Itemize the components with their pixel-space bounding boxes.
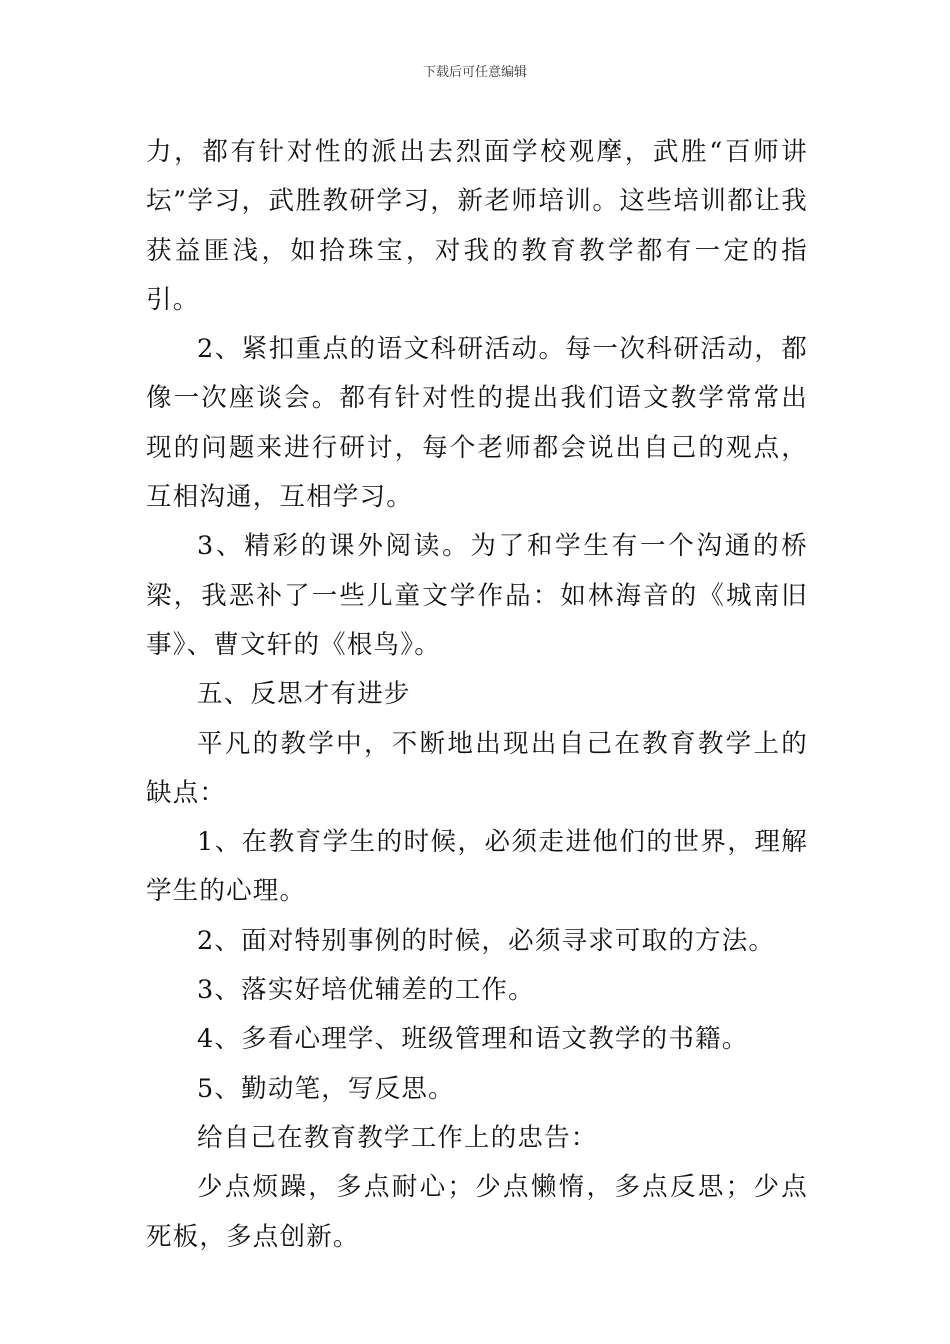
section-heading-reflection: 五、反思才有进步	[197, 679, 411, 710]
paragraph-continuation: 力，都有针对性的派出去烈面学校观摩，武胜“百师讲坛”学习，武胜教研学习，新老师培训。这些培训都让我获益匪浅，如拾珠宝，对我的教育教学都有一定的指引。	[146, 137, 808, 315]
list-item-2: 2、面对特别事例的时候，必须寻求可取的方法。	[197, 925, 776, 956]
list-item-4: 4、多看心理学、班级管理和语文教学的书籍。	[197, 1024, 749, 1055]
document-body	[146, 128, 808, 1262]
paragraph-reflection-intro: 平凡的教学中，不断地出现出自己在教育教学上的缺点：	[146, 728, 808, 808]
paragraph-item-3: 3、精彩的课外阅读。为了和学生有一个沟通的桥梁，我恶补了一些儿童文学作品：如林海音的《城南旧事》、曹文轩的《根鸟》。	[146, 531, 808, 660]
list-item-5: 5、勤动笔，写反思。	[197, 1073, 455, 1104]
advice-heading: 给自己在教育教学工作上的忠告：	[197, 1122, 598, 1153]
list-item-1: 1、在教育学生的时候，必须走进他们的世界，理解学生的心理。	[146, 827, 808, 907]
page-header-note: 下载后可任意编辑	[422, 65, 527, 80]
advice-text: 少点烦躁，多点耐心；少点懒惰，多点反思；少点死板，多点创新。	[146, 1172, 808, 1252]
paragraph-item-2: 2、紧扣重点的语文科研活动。每一次科研活动，都像一次座谈会。都有针对性的提出我们语文教学常常出现的问题来进行研讨，每个老师都会说出自己的观点，互相沟通，互相学习。	[146, 334, 808, 513]
list-item-3: 3、落实好培优辅差的工作。	[197, 975, 535, 1006]
